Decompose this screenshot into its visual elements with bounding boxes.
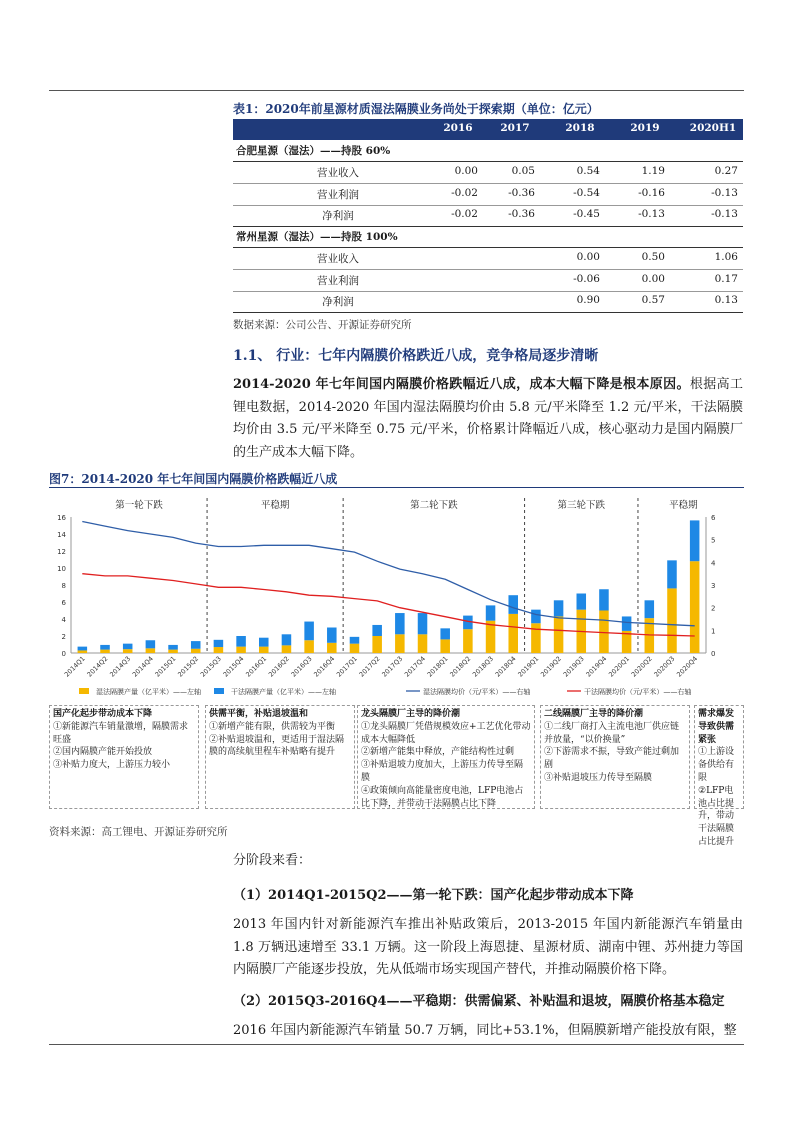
x-tick-label: 2016Q4 <box>312 654 337 679</box>
wet-bar <box>440 639 450 653</box>
table-cell: 0.00 <box>576 251 600 263</box>
x-tick-label: 2017Q3 <box>380 654 405 679</box>
phase-box-line: ②补贴退坡温和，更适用于湿法隔膜的高续航里程车补贴略有提升 <box>209 734 345 758</box>
right-tick-label: 0 <box>711 650 716 658</box>
phase-box-line: ②下游需求不振，导致产能过剩加剧 <box>544 747 680 771</box>
table-row <box>233 270 743 292</box>
wet-bar <box>214 647 224 653</box>
left-tick-label: 12 <box>57 548 66 556</box>
table-cell: -0.36 <box>508 186 535 199</box>
phase-label: 第一轮下跌 <box>115 500 163 511</box>
table-cell: 0.90 <box>576 294 600 306</box>
table-row <box>233 291 743 313</box>
dry-bar <box>486 605 496 620</box>
x-tick-label: 2016Q3 <box>289 654 314 679</box>
row-label: 营业收入 <box>317 253 359 265</box>
x-tick-label: 2017Q4 <box>403 654 427 679</box>
col-2018: 2018 <box>565 122 595 134</box>
phase-box-line: ④政策倾向高能量密度电池，LFP电池占比下降，并带动干法隔膜占比下降 <box>361 785 524 809</box>
table-cell: 0.27 <box>714 165 738 177</box>
paragraph-stages: 分阶段来看： <box>233 853 312 868</box>
phase-box-title: 需求爆发导致供需紧张 <box>698 709 735 745</box>
table-caption: 表1：2020年前星源材质湿法隔膜业务尚处于探索期（单位：亿元） <box>233 102 599 116</box>
wet-bar <box>372 636 382 653</box>
dry-bar <box>418 613 428 634</box>
dry-bar <box>327 628 337 643</box>
dry-bar <box>214 640 224 647</box>
dry-bar <box>304 622 314 641</box>
x-tick-label: 2018Q2 <box>448 654 473 679</box>
x-tick-label: 2019Q4 <box>584 654 609 679</box>
table-cell: -0.13 <box>711 186 738 199</box>
dry-bar <box>554 600 564 616</box>
phase-box-title: 国产化起步带动成本下降 <box>53 709 153 719</box>
row-label: 营业收入 <box>317 167 359 179</box>
col-2019: 2019 <box>630 122 660 134</box>
section-hefei-label: 合肥星源（湿法）——持股 60% <box>236 145 391 157</box>
phase-box-title: 二线隔膜厂主导的降价潮 <box>544 709 644 719</box>
left-tick-label: 0 <box>61 650 66 658</box>
wet-bar <box>123 649 133 653</box>
phase-box <box>694 705 744 847</box>
x-tick-label: 2015Q3 <box>198 654 223 679</box>
x-tick-label: 2015Q4 <box>221 654 246 679</box>
x-tick-label: 2015Q2 <box>176 654 201 679</box>
phase-box-title: 供需平衡，补贴退坡温和 <box>209 709 309 719</box>
left-tick-label: 10 <box>57 565 66 573</box>
dry-bar <box>622 616 632 630</box>
paragraph-stage-1: 2013 年国内针对新能源汽车推出补贴政策后，2013-2015 年国内新能源汽车销量由 1.8 万辆迅速增至 33.1 万辆。这一阶段上海恩捷、星源材质、湖南中锂、苏州捷力等国内隔膜厂产能逐步投放，先从低端市场实现国产替代，并推动隔膜价格下降。 <box>233 917 743 977</box>
left-tick-label: 2 <box>61 633 66 641</box>
legend-swatch <box>79 688 89 694</box>
footer-rule <box>49 1044 744 1045</box>
subheading-2: （2）2015Q3-2016Q4——平稳期：供需偏紧、补贴温和退坡，隔膜价格基本稳定 <box>233 994 725 1009</box>
wet-bar <box>168 650 178 653</box>
phase-box-line: ②LFP电池占比提升，带动干法隔膜占比提升 <box>698 785 735 847</box>
chart-source: 资料来源：高工锂电、开源证券研究所 <box>49 826 228 838</box>
phase-label: 第二轮下跌 <box>410 500 458 511</box>
phase-box-title: 龙头隔膜厂主导的降价潮 <box>361 709 461 719</box>
x-tick-label: 2019Q1 <box>516 654 541 679</box>
table-cell: 0.00 <box>454 165 478 177</box>
legend-label: 干法隔膜产量（亿平米）——左轴 <box>231 688 336 696</box>
wet-bar <box>508 614 518 653</box>
table-cell: 1.06 <box>714 251 738 263</box>
dry-bar <box>236 636 246 647</box>
row-label: 营业利润 <box>317 274 359 287</box>
table-cell: -0.13 <box>711 208 738 220</box>
phase-box <box>357 705 535 809</box>
left-tick-label: 4 <box>61 616 66 624</box>
x-tick-label: 2017Q1 <box>334 654 359 679</box>
dry-bar <box>440 628 450 639</box>
x-tick-label: 2017Q2 <box>357 654 382 679</box>
x-tick-label: 2016Q1 <box>244 654 269 679</box>
x-tick-label: 2014Q1 <box>62 654 87 679</box>
wet-bar <box>304 640 314 653</box>
left-tick-label: 6 <box>61 599 66 607</box>
phase-box <box>540 705 690 809</box>
wet-bar <box>259 647 269 653</box>
wet-bar <box>554 616 564 653</box>
paragraph-price-drop <box>233 374 743 464</box>
x-tick-label: 2014Q3 <box>108 654 133 679</box>
phase-label: 第三轮下跌 <box>557 500 606 511</box>
phase-box-line: ①龙头隔膜厂凭借规模效应+工艺优化带动成本大幅降低 <box>361 721 531 745</box>
right-tick-label: 1 <box>711 627 716 636</box>
x-tick-label: 2018Q1 <box>425 654 450 679</box>
right-tick-label: 6 <box>711 514 716 522</box>
table-cell: -0.02 <box>451 208 478 220</box>
right-tick-label: 5 <box>711 536 716 545</box>
phase-box-line: ①新增产能有限，供需较为平衡 <box>209 721 336 732</box>
phase-box <box>49 705 199 809</box>
phase-label: 平稳期 <box>260 500 290 511</box>
phase-box-line: ③补贴退坡力度加大，上游压力传导至隔膜 <box>361 760 524 783</box>
wet-bar <box>146 648 156 653</box>
table-cell: -0.16 <box>638 186 665 199</box>
x-tick-label: 2019Q2 <box>539 654 564 679</box>
wet-bar <box>690 561 700 653</box>
phase-box-line: ③补贴退坡压力传导至隔膜 <box>544 772 653 783</box>
dry-bar <box>350 637 360 644</box>
table-cell: 0.17 <box>714 272 738 285</box>
dry-bar <box>577 594 587 610</box>
dry-bar <box>372 625 382 636</box>
legend-swatch <box>214 688 224 694</box>
dry-bar <box>395 613 405 634</box>
section-changzhou-label: 常州星源（湿法）——持股 100% <box>236 231 398 243</box>
table-cell: -0.06 <box>573 272 600 285</box>
right-tick-label: 4 <box>711 559 716 568</box>
wet-bar <box>327 643 337 653</box>
subheading-1: （1）2014Q1-2015Q2——第一轮下跌：国产化起步带动成本下降 <box>233 888 634 903</box>
wet-bar <box>418 634 428 653</box>
table-cell: -0.45 <box>573 208 600 220</box>
table-row <box>233 184 743 206</box>
phase-box-line: ①二线厂商打入主流电池厂供应链并放量，“以价换量” <box>544 721 680 745</box>
table-cell: -0.02 <box>451 186 478 199</box>
table-cell: 1.19 <box>641 165 665 177</box>
row-label: 营业利润 <box>317 188 359 201</box>
phase-box-line: ③补贴力度大，上游压力较小 <box>53 760 171 771</box>
dry-bar <box>168 645 178 650</box>
dry-bar <box>123 644 133 650</box>
wet-bar <box>667 588 677 653</box>
dry-bar <box>645 600 655 618</box>
dry-bar <box>667 560 677 588</box>
section-heading: 1.1、 行业：七年内隔膜价格跌近八成，竞争格局逐步清晰 <box>233 348 599 364</box>
phase-label: 平稳期 <box>669 500 698 511</box>
dry-bar <box>191 641 201 649</box>
phase-box <box>205 705 355 809</box>
legend-label: 干法隔膜均价（元/平米）——右轴 <box>584 688 692 696</box>
wet-bar <box>78 650 88 653</box>
table-cell: 0.05 <box>511 165 535 177</box>
wet-bar <box>463 629 473 653</box>
right-tick-label: 2 <box>711 604 716 613</box>
left-tick-label: 14 <box>57 531 66 539</box>
wet-bar <box>236 647 246 653</box>
x-tick-label: 2015Q1 <box>153 654 178 679</box>
wet-bar <box>191 649 201 653</box>
x-tick-label: 2020Q3 <box>652 654 677 679</box>
table-cell: -0.54 <box>573 186 600 199</box>
dry-bar <box>78 647 88 651</box>
table-row <box>233 205 743 227</box>
figure-caption-rule <box>49 487 744 488</box>
col-2016: 2016 <box>443 122 473 134</box>
phase-box-line: ①新能源汽车销量激增，隔膜需求旺盛 <box>53 721 189 745</box>
row-label: 净利润 <box>322 210 354 222</box>
paragraph-stage-2: 2016 年国内新能源汽车销量 50.7 万辆，同比+53.1%，但隔膜新增产能投放有限，整 <box>233 1023 737 1038</box>
section-hefei <box>233 140 743 162</box>
section-changzhou <box>233 226 743 248</box>
x-tick-label: 2018Q4 <box>493 654 518 679</box>
row-label: 净利润 <box>322 296 354 308</box>
x-tick-label: 2014Q2 <box>85 654 110 679</box>
wet-bar <box>531 623 541 653</box>
dry-bar <box>690 520 700 561</box>
table-cell: -0.36 <box>508 208 535 220</box>
figure-caption: 图7：2014-2020 年七年间国内隔膜价格跌幅近八成 <box>49 472 338 486</box>
phase-box-line: ②国内隔膜产能开始投放 <box>53 747 153 758</box>
table-row <box>233 162 743 184</box>
table-cell: 0.13 <box>714 294 738 306</box>
header-rule <box>49 90 744 91</box>
wet-bar <box>100 650 110 653</box>
right-tick-label: 3 <box>711 582 716 590</box>
x-tick-label: 2020Q4 <box>675 654 700 679</box>
table-cell: 0.00 <box>641 272 665 285</box>
table-row <box>233 248 743 270</box>
phase-box-line: ②新增产能集中释放，产能结构性过剩 <box>361 747 515 758</box>
x-tick-label: 2019Q3 <box>561 654 586 679</box>
col-2017: 2017 <box>500 122 530 134</box>
dry-bar <box>531 610 541 624</box>
x-tick-label: 2020Q1 <box>607 654 632 679</box>
x-tick-label: 2016Q2 <box>266 654 291 679</box>
dry-bar <box>599 589 609 610</box>
para1-bold: 2014-2020 年七年间国内隔膜价格跌幅近八成，成本大幅下降是根本原因。 <box>233 377 690 392</box>
para1-rest: 根据高工锂电数据，2014-2020 年国内湿法隔膜均价由 5.8 元/平米降至 1.2 元/平米，干法隔膜均价由 3.5 元/平米降至 0.75 元/平米，价格累计降幅近八成，核心驱动力是国内隔膜厂的生产成本大幅下降。 <box>233 377 743 460</box>
legend-label: 湿法隔膜产量（亿平米）——左轴 <box>96 688 201 696</box>
table-cell: 0.50 <box>641 251 665 263</box>
dry-bar <box>259 638 269 647</box>
wet-bar <box>282 645 292 653</box>
dry-bar <box>146 640 156 648</box>
col-2020h1: 2020H1 <box>689 122 737 134</box>
dry-bar <box>282 634 292 645</box>
left-tick-label: 16 <box>57 514 66 522</box>
dry-bar <box>100 645 110 650</box>
wet-bar <box>395 634 405 653</box>
x-tick-label: 2014Q4 <box>130 654 155 679</box>
table-cell: 0.57 <box>641 294 665 306</box>
legend-label: 湿法隔膜均价（元/平米）——右轴 <box>423 688 531 696</box>
x-tick-label: 2020Q2 <box>629 654 654 679</box>
x-tick-label: 2018Q3 <box>471 654 495 679</box>
table-source: 数据来源：公司公告、开源证券研究所 <box>233 319 412 331</box>
table-header-row <box>233 119 743 140</box>
phase-box-line: ①上游设备供给有限 <box>698 747 735 783</box>
wet-bar <box>350 644 360 653</box>
table-cell: -0.13 <box>638 208 665 220</box>
price-chart <box>49 490 744 705</box>
wet-bar <box>599 611 609 654</box>
left-tick-label: 8 <box>61 582 66 590</box>
dry-bar <box>508 595 518 614</box>
table-cell: 0.54 <box>576 165 600 177</box>
